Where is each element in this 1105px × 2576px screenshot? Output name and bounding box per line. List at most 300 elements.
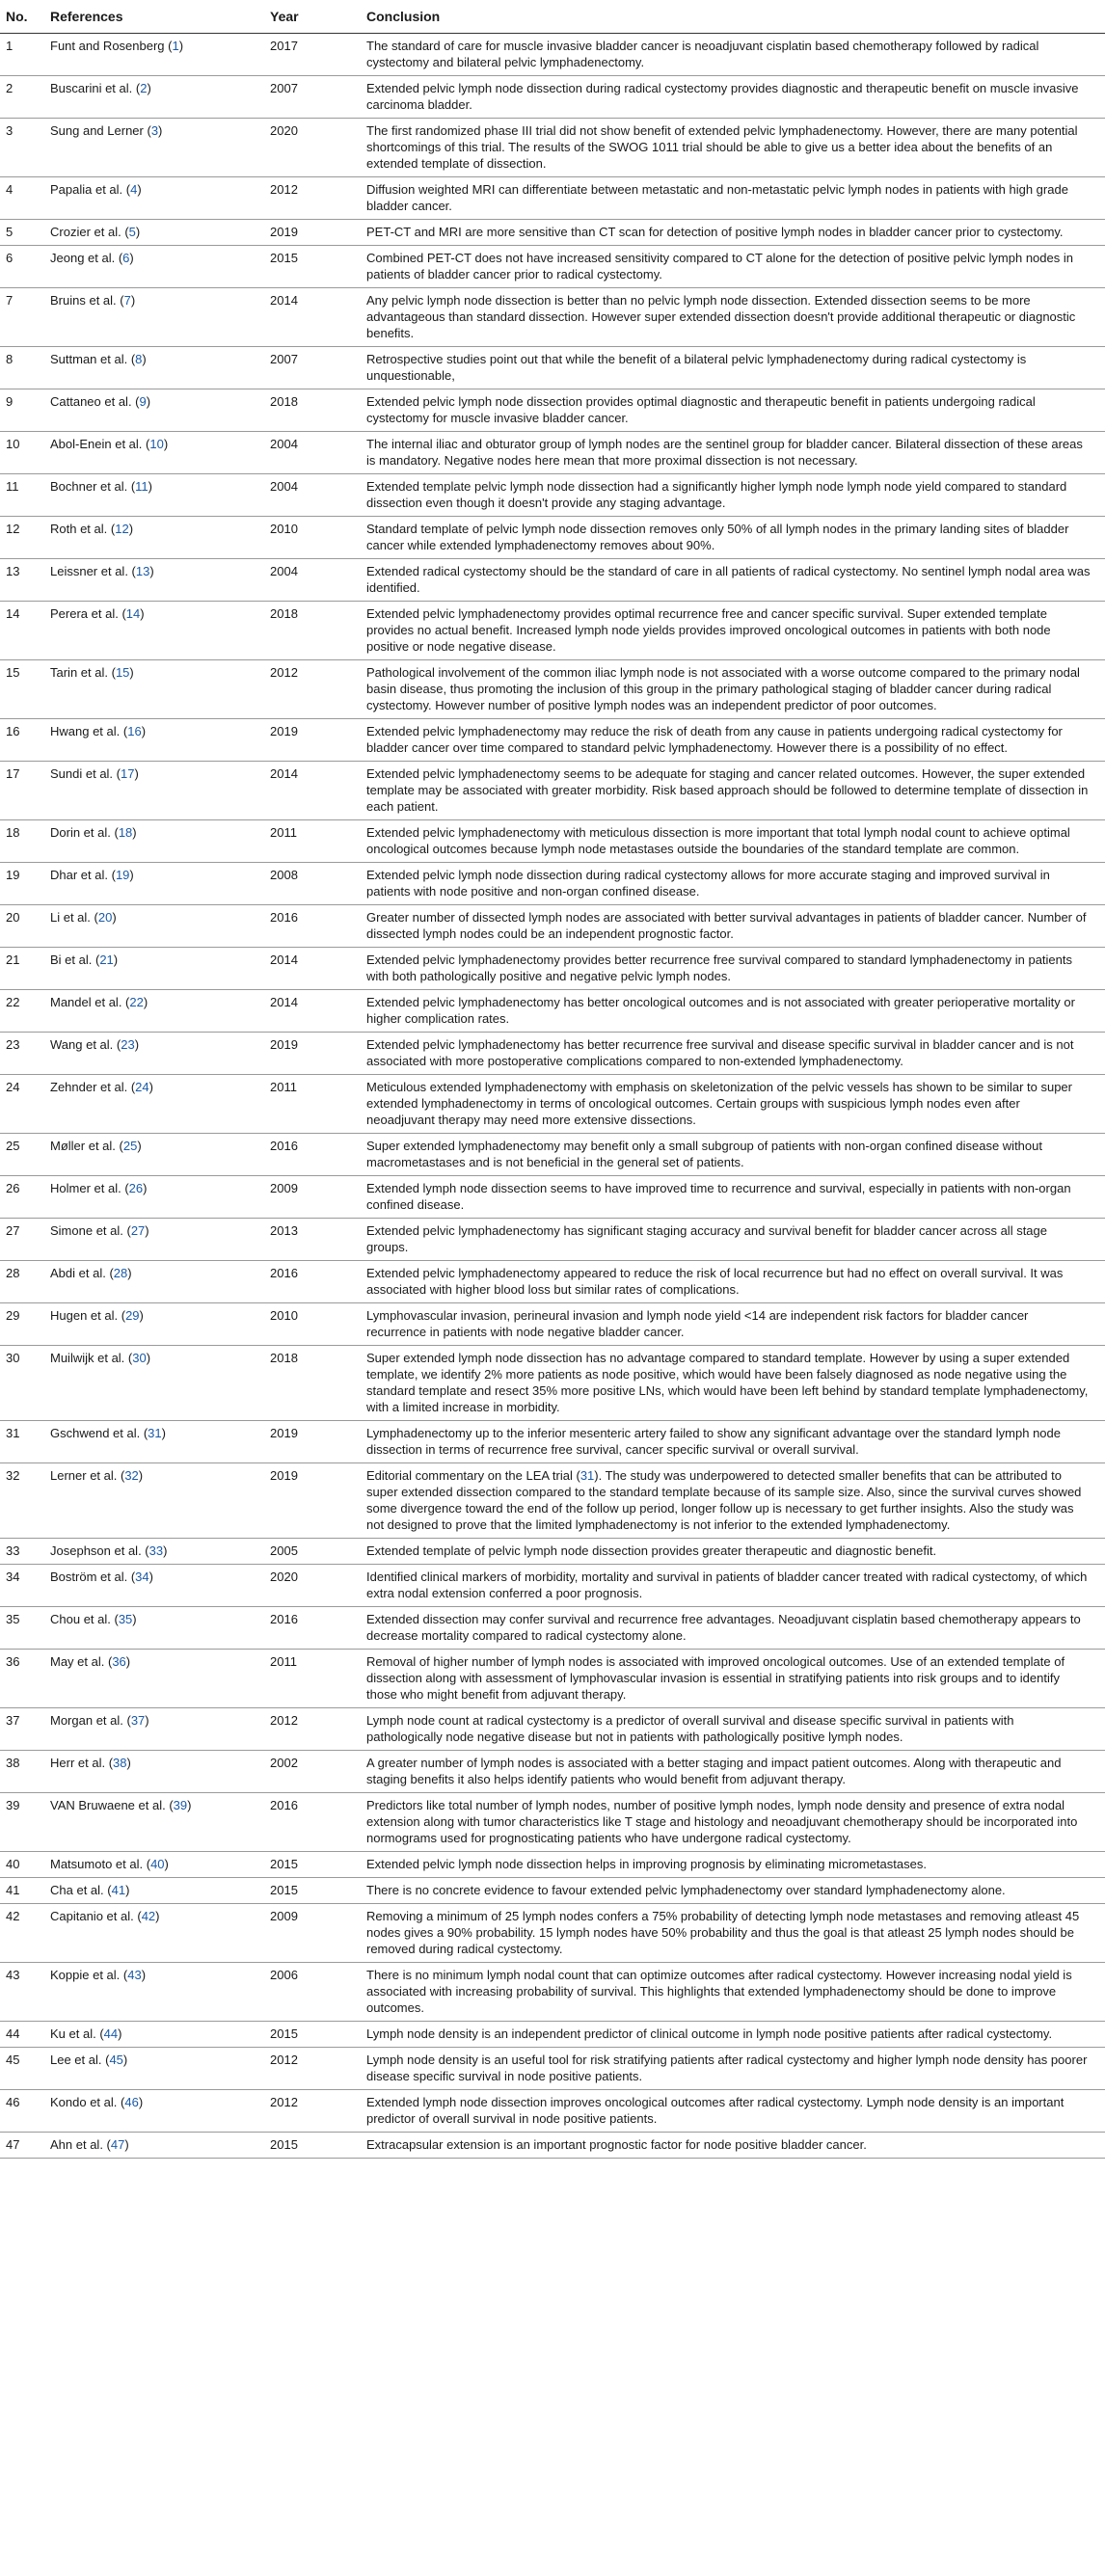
conclusion-cell: Extended pelvic lymph node dissection during radical cystectomy provides diagnostic and therapeutic benefit on muscle invasive carcinoma bladder.	[361, 76, 1105, 119]
table-row	[0, 119, 1105, 177]
citation-link[interactable]: 47	[110, 2137, 125, 2152]
conclusion-cell: Extended pelvic lymphadenectomy provides better recurrence free survival compared to standard lymphadenectomy in patients with both pathologically positive and negative pelvic lymph nodes.	[361, 948, 1105, 990]
year-cell: 2009	[264, 1904, 361, 1963]
reference-cell: Matsumoto et al. (40)	[44, 1852, 264, 1878]
table-row	[0, 1075, 1105, 1134]
table-row	[0, 2022, 1105, 2048]
year-cell: 2014	[264, 948, 361, 990]
reference-cell: Chou et al. (35)	[44, 1607, 264, 1650]
conclusion-cell: Extended template of pelvic lymph node dissection provides greater therapeutic and diagnostic benefit.	[361, 1539, 1105, 1565]
conclusion-cell: Retrospective studies point out that while the benefit of a bilateral pelvic lymphadenectomy during radical cystectomy is unquestionable,	[361, 347, 1105, 389]
conclusion-cell: Extended pelvic lymphadenectomy may reduce the risk of death from any cause in patients undergoing radical cystectomy for bladder cancer over time compared to standard pelvic lymphadenectomy. However there is a possibility of no effect.	[361, 719, 1105, 762]
citation-link[interactable]: 29	[125, 1308, 140, 1323]
reference-cell: Lerner et al. (32)	[44, 1463, 264, 1539]
reference-cell: Boström et al. (34)	[44, 1565, 264, 1607]
citation-link[interactable]: 37	[130, 1713, 146, 1728]
conclusion-cell: Identified clinical markers of morbidity, mortality and survival in patients of bladder cancer treated with radical cystectomy, of which extra nodal extension conferred a poor prognosis.	[361, 1565, 1105, 1607]
year-cell: 2013	[264, 1219, 361, 1261]
reference-author: Morgan et al.	[50, 1713, 123, 1728]
conclusion-cell: The standard of care for muscle invasive bladder cancer is neoadjuvant cisplatin based chemotherapy followed by radical cystectomy and bilateral pelvic lymphadenectomy.	[361, 34, 1105, 76]
row-number: 30	[0, 1346, 44, 1421]
conclusion-cell: Any pelvic lymph node dissection is better than no pelvic lymph node dissection. Extended dissection seems to be more advantageous than standard dissection. However super extended dissection doesn't provide additional therapeutic or diagnostic benefits.	[361, 288, 1105, 347]
reference-cell: Hwang et al. (16)	[44, 719, 264, 762]
year-cell: 2012	[264, 1708, 361, 1751]
year-cell: 2006	[264, 1963, 361, 2022]
year-cell: 2008	[264, 863, 361, 905]
reference-author: Kondo et al.	[50, 2095, 118, 2109]
year-cell: 2016	[264, 1261, 361, 1303]
table-row	[0, 76, 1105, 119]
reference-cell: Møller et al. (25)	[44, 1134, 264, 1176]
year-cell: 2015	[264, 246, 361, 288]
row-number: 20	[0, 905, 44, 948]
row-number: 23	[0, 1033, 44, 1075]
reference-cell: Bi et al. (21)	[44, 948, 264, 990]
reference-author: Leissner et al.	[50, 564, 128, 578]
year-cell: 2019	[264, 220, 361, 246]
reference-author: Ku et al.	[50, 2026, 96, 2041]
year-cell: 2010	[264, 1303, 361, 1346]
table-row	[0, 1176, 1105, 1219]
table-row	[0, 246, 1105, 288]
conclusion-cell: Diffusion weighted MRI can differentiate between metastatic and non-metastatic pelvic lymph nodes in patients with high grade bladder cancer.	[361, 177, 1105, 220]
reference-author: Hwang et al.	[50, 724, 121, 738]
conclusion-text-pre: Editorial commentary on the LEA trial (	[366, 1468, 580, 1483]
row-number: 12	[0, 517, 44, 559]
year-cell: 2012	[264, 660, 361, 719]
citation-link[interactable]: 38	[113, 1756, 127, 1770]
row-number: 4	[0, 177, 44, 220]
year-cell: 2016	[264, 1793, 361, 1852]
row-number: 35	[0, 1607, 44, 1650]
conclusion-cell: Removing a minimum of 25 lymph nodes confers a 75% probability of detecting lymph node metastases and removing atleast 45 nodes gives a 90% probability. 15 lymph nodes have 50% probability and thus the goal is that atleast 25 lymph nodes should be removed during radical cystectomy.	[361, 1904, 1105, 1963]
row-number: 22	[0, 990, 44, 1033]
table-row	[0, 1539, 1105, 1565]
citation-link[interactable]: 12	[115, 522, 129, 536]
reference-cell: Crozier et al. (5)	[44, 220, 264, 246]
reference-author: Hugen et al.	[50, 1308, 119, 1323]
citation-link[interactable]: 36	[112, 1654, 126, 1669]
citation-link[interactable]: 26	[128, 1181, 144, 1195]
table-row	[0, 1565, 1105, 1607]
citation-link[interactable]: 30	[132, 1351, 147, 1365]
conclusion-cell: Extended dissection may confer survival and recurrence free advantages. Neoadjuvant cisplatin based chemotherapy appears to decrease mortality compared to radical cystectomy alone.	[361, 1607, 1105, 1650]
row-number: 3	[0, 119, 44, 177]
conclusion-cell: Pathological involvement of the common iliac lymph node is not associated with a worse outcome compared to the primary nodal basin disease, thus promoting the inclusion of this group in the primary pathological staging of bladder cancer during radical cystectomy. However number of positive lymph nodes was an independent predictor of poor outcomes.	[361, 660, 1105, 719]
table-row	[0, 474, 1105, 517]
table-header-row	[0, 0, 1105, 34]
citation-link[interactable]: 8	[135, 352, 143, 366]
citation-link[interactable]: 22	[129, 995, 144, 1009]
conclusion-cell: Meticulous extended lymphadenectomy with emphasis on skeletonization of the pelvic vessels has shown to be similar to super extended lymphadenectomy in terms of oncological outcomes. Certain groups with suspicious lymph nodes even after neoadjuvant therapy may need more extensive dissections.	[361, 1075, 1105, 1134]
citation-link[interactable]: 4	[130, 182, 138, 197]
row-number: 11	[0, 474, 44, 517]
reference-cell: Leissner et al. (13)	[44, 559, 264, 602]
citation-link[interactable]: 18	[118, 825, 133, 840]
reference-author: Roth et al.	[50, 522, 108, 536]
citation-link[interactable]: 45	[109, 2053, 123, 2067]
citation-link[interactable]: 46	[124, 2095, 139, 2109]
table-row	[0, 432, 1105, 474]
reference-cell: Cha et al. (41)	[44, 1878, 264, 1904]
table-row	[0, 1650, 1105, 1708]
row-number: 47	[0, 2133, 44, 2159]
row-number: 34	[0, 1565, 44, 1607]
year-cell: 2005	[264, 1539, 361, 1565]
citation-link[interactable]: 13	[135, 564, 150, 578]
year-cell: 2018	[264, 1346, 361, 1421]
table-row	[0, 905, 1105, 948]
table-row	[0, 990, 1105, 1033]
reference-author: Bi et al.	[50, 953, 93, 967]
citation-link[interactable]: 2	[140, 81, 148, 95]
conclusion-cell: Lymphovascular invasion, perineural invasion and lymph node yield <14 are independent risk factors for bladder cancer recurrence in patients with node negative bladder cancer.	[361, 1303, 1105, 1346]
row-number: 26	[0, 1176, 44, 1219]
table-row	[0, 1346, 1105, 1421]
year-cell: 2007	[264, 76, 361, 119]
reference-cell: Li et al. (20)	[44, 905, 264, 948]
year-cell: 2012	[264, 177, 361, 220]
conclusion-cell: Super extended lymph node dissection has no advantage compared to standard template. However by using a super extended template, we identify 2% more patients as node positive, which would have been falsely diagnosed as node negative using the standard template and resect 35% more positive LNs, which would have been left behind by standard template lymphadenectomy, with a limited increase in morbidity.	[361, 1346, 1105, 1421]
table-row	[0, 1134, 1105, 1176]
reference-author: Simone et al.	[50, 1223, 123, 1238]
table-row	[0, 660, 1105, 719]
reference-cell: Muilwijk et al. (30)	[44, 1346, 264, 1421]
header-year: Year	[264, 0, 361, 34]
year-cell: 2002	[264, 1751, 361, 1793]
header-conclusion: Conclusion	[361, 0, 1105, 34]
year-cell: 2007	[264, 347, 361, 389]
reference-author: Bruins et al.	[50, 293, 117, 308]
citation-link[interactable]: 33	[148, 1543, 164, 1558]
citation-link[interactable]: 6	[122, 251, 130, 265]
conclusion-cell: Lymph node density is an independent predictor of clinical outcome in lymph node positive patients after radical cystectomy.	[361, 2022, 1105, 2048]
year-cell: 2019	[264, 719, 361, 762]
citation-link[interactable]: 14	[125, 606, 141, 621]
conclusion-cell: Lymphadenectomy up to the inferior mesenteric artery failed to show any significant advantage over the standard lymph node dissection in terms of recurrence free survival, cancer specific survival or overall survival.	[361, 1421, 1105, 1463]
year-cell: 2019	[264, 1033, 361, 1075]
reference-cell: May et al. (36)	[44, 1650, 264, 1708]
year-cell: 2020	[264, 1565, 361, 1607]
conclusion-cell: Extracapsular extension is an important prognostic factor for node positive bladder cancer.	[361, 2133, 1105, 2159]
conclusion-cell: Extended pelvic lymphadenectomy with meticulous dissection is more important that total lymph nodal count to achieve optimal oncological outcomes because lymph node metastases outside the boundaries of the standard template are common.	[361, 820, 1105, 863]
table-row	[0, 1793, 1105, 1852]
reference-author: Buscarini et al.	[50, 81, 133, 95]
conclusion-cell: Extended lymph node dissection improves oncological outcomes after radical cystectomy. Lymph node density is an important predictor of overall survival in node positive patients.	[361, 2090, 1105, 2133]
year-cell: 2011	[264, 1075, 361, 1134]
year-cell: 2012	[264, 2048, 361, 2090]
year-cell: 2014	[264, 288, 361, 347]
reference-cell: Lee et al. (45)	[44, 2048, 264, 2090]
year-cell: 2011	[264, 1650, 361, 1708]
year-cell: 2016	[264, 1607, 361, 1650]
table-row	[0, 2048, 1105, 2090]
citation-link[interactable]: 27	[130, 1223, 146, 1238]
reference-author: Muilwijk et al.	[50, 1351, 125, 1365]
conclusion-cell: Extended pelvic lymphadenectomy provides optimal recurrence free and cancer specific survival. Super extended template provides no actual benefit. Increased lymph node yields provides improved oncological outcomes in patients with both node positive or node negative disease.	[361, 602, 1105, 660]
citation-link[interactable]: 3	[150, 123, 159, 138]
reference-author: Dhar et al.	[50, 868, 108, 882]
conclusion-cell: Extended pelvic lymphadenectomy seems to be adequate for staging and cancer related outcomes. However, the super extended template may be associated with greater morbidity. Risk based approach should be followed to determine template of dissection in each patient.	[361, 762, 1105, 820]
table-row	[0, 1751, 1105, 1793]
row-number: 31	[0, 1421, 44, 1463]
citation-link[interactable]: 10	[149, 437, 164, 451]
conclusion-cell: Lymph node count at radical cystectomy is a predictor of overall survival and disease specific survival in patients with pathologically node negative disease but not in patients with pathologically positive lymph nodes.	[361, 1708, 1105, 1751]
reference-cell: Abol-Enein et al. (10)	[44, 432, 264, 474]
citation-link[interactable]: 40	[150, 1857, 165, 1871]
citation-link[interactable]: 39	[173, 1798, 188, 1812]
reference-cell: Suttman et al. (8)	[44, 347, 264, 389]
row-number: 43	[0, 1963, 44, 2022]
citation-link[interactable]: 28	[113, 1266, 128, 1280]
conclusion-cell: There is no concrete evidence to favour extended pelvic lymphadenectomy over standard lymphadenectomy alone.	[361, 1878, 1105, 1904]
reference-cell: Mandel et al. (22)	[44, 990, 264, 1033]
reference-cell: Morgan et al. (37)	[44, 1708, 264, 1751]
citation-link[interactable]: 20	[97, 910, 113, 925]
citation-link[interactable]: 21	[99, 953, 114, 967]
reference-author: Josephson et al.	[50, 1543, 142, 1558]
citation-link[interactable]: 24	[135, 1080, 149, 1094]
year-cell: 2016	[264, 1134, 361, 1176]
table-row	[0, 1261, 1105, 1303]
reference-author: Holmer et al.	[50, 1181, 121, 1195]
conclusion-cell: Extended lymph node dissection seems to have improved time to recurrence and survival, especially in patients with non-organ confined disease.	[361, 1176, 1105, 1219]
reference-cell: Zehnder et al. (24)	[44, 1075, 264, 1134]
citation-link[interactable]: 9	[139, 394, 147, 409]
conclusion-cell: Extended radical cystectomy should be the standard of care in all patients of radical cystectomy. No sentinel lymph nodal area was identified.	[361, 559, 1105, 602]
conclusion-text: ). The study was underpowered to detected smaller benefits that can be attributed to super extended dissection compared to the standard template because of its sample size. Also, since the survival curves showed some divergence toward the end of the follow up period, longer follow up is necessary to get further insights. Also the study was not designed to prove that the limited lymphadenectomy is not inferior to the extended lymphadenectomy.	[366, 1468, 1082, 1532]
reference-cell: Sung and Lerner (3)	[44, 119, 264, 177]
table-row	[0, 948, 1105, 990]
reference-author: VAN Bruwaene et al.	[50, 1798, 166, 1812]
reference-author: Dorin et al.	[50, 825, 111, 840]
citation-link[interactable]: 23	[121, 1037, 135, 1052]
row-number: 29	[0, 1303, 44, 1346]
citation-link[interactable]: 41	[111, 1883, 126, 1897]
conclusion-cell: There is no minimum lymph nodal count that can optimize outcomes after radical cystectomy. However increasing nodal yield is associated with increasing probability of survival. This highlights that extended lymphadenectomy should be done to improve outcomes.	[361, 1963, 1105, 2022]
conclusion-cell: Extended template pelvic lymph node dissection had a significantly higher lymph node lymph node yield compared to standard dissection even though it doesn't provide any staging advantage.	[361, 474, 1105, 517]
reference-author: Tarin et al.	[50, 665, 108, 680]
reference-author: Lee et al.	[50, 2053, 102, 2067]
table-row	[0, 1963, 1105, 2022]
year-cell: 2018	[264, 389, 361, 432]
reference-author: Wang et al.	[50, 1037, 114, 1052]
reference-cell: Papalia et al. (4)	[44, 177, 264, 220]
reference-author: Abol-Enein et al.	[50, 437, 143, 451]
table-row	[0, 1904, 1105, 1963]
citation-link[interactable]: 31	[148, 1426, 162, 1440]
row-number: 15	[0, 660, 44, 719]
reference-cell: Kondo et al. (46)	[44, 2090, 264, 2133]
reference-author: Papalia et al.	[50, 182, 123, 197]
row-number: 40	[0, 1852, 44, 1878]
citation-link[interactable]: 43	[127, 1968, 142, 1982]
row-number: 45	[0, 2048, 44, 2090]
citation-link[interactable]: 25	[122, 1139, 138, 1153]
year-cell: 2017	[264, 34, 361, 76]
citation-link[interactable]: 17	[121, 766, 135, 781]
row-number: 2	[0, 76, 44, 119]
row-number: 44	[0, 2022, 44, 2048]
citation-link[interactable]: 19	[115, 868, 130, 882]
row-number: 33	[0, 1539, 44, 1565]
row-number: 13	[0, 559, 44, 602]
reference-cell: Jeong et al. (6)	[44, 246, 264, 288]
conclusion-cell: PET-CT and MRI are more sensitive than CT scan for detection of positive lymph nodes in bladder cancer prior to cystectomy.	[361, 220, 1105, 246]
reference-author: Sundi et al.	[50, 766, 114, 781]
citation-link[interactable]: 15	[115, 665, 130, 680]
row-number: 38	[0, 1751, 44, 1793]
reference-cell: Bruins et al. (7)	[44, 288, 264, 347]
table-row	[0, 2090, 1105, 2133]
year-cell: 2009	[264, 1176, 361, 1219]
conclusion-cell: Extended pelvic lymph node dissection helps in improving prognosis by eliminating micrometastases.	[361, 1852, 1105, 1878]
reference-cell: Herr et al. (38)	[44, 1751, 264, 1793]
citation-link[interactable]: 44	[103, 2026, 119, 2041]
citation-link[interactable]: 42	[141, 1909, 156, 1923]
conclusion-cell: Lymph node density is an useful tool for risk stratifying patients after radical cystectomy and higher lymph node density has poorer disease specific survival in node positive patients.	[361, 2048, 1105, 2090]
conclusion-cell: Combined PET-CT does not have increased sensitivity compared to CT alone for the detection of positive pelvic lymph nodes in patients of bladder cancer prior to radical cystectomy.	[361, 246, 1105, 288]
year-cell: 2015	[264, 1852, 361, 1878]
citation-link[interactable]: 35	[118, 1612, 133, 1626]
year-cell: 2004	[264, 474, 361, 517]
row-number: 27	[0, 1219, 44, 1261]
reference-author: Koppie et al.	[50, 1968, 121, 1982]
table-row	[0, 1878, 1105, 1904]
reference-cell: Abdi et al. (28)	[44, 1261, 264, 1303]
row-number: 41	[0, 1878, 44, 1904]
citation-link[interactable]: 31	[579, 1468, 595, 1483]
header-references: References	[44, 0, 264, 34]
row-number: 39	[0, 1793, 44, 1852]
year-cell: 2018	[264, 602, 361, 660]
reference-author: Capitanio et al.	[50, 1909, 134, 1923]
reference-cell: Ahn et al. (47)	[44, 2133, 264, 2159]
citation-link[interactable]: 16	[127, 724, 142, 738]
citation-link[interactable]: 1	[172, 39, 179, 53]
table-row	[0, 863, 1105, 905]
reference-cell: Buscarini et al. (2)	[44, 76, 264, 119]
reference-cell: Funt and Rosenberg (1)	[44, 34, 264, 76]
reference-cell: Bochner et al. (11)	[44, 474, 264, 517]
reference-cell: Josephson et al. (33)	[44, 1539, 264, 1565]
reference-author: Gschwend et al.	[50, 1426, 141, 1440]
reference-author: Crozier et al.	[50, 225, 121, 239]
citation-link[interactable]: 34	[135, 1570, 149, 1584]
row-number: 32	[0, 1463, 44, 1539]
table-row	[0, 1219, 1105, 1261]
table-row	[0, 762, 1105, 820]
conclusion-cell	[361, 1463, 1105, 1539]
reference-cell: Roth et al. (12)	[44, 517, 264, 559]
row-number: 19	[0, 863, 44, 905]
reference-cell: Sundi et al. (17)	[44, 762, 264, 820]
year-cell: 2011	[264, 820, 361, 863]
reference-author: Cha et al.	[50, 1883, 104, 1897]
reference-cell: Ku et al. (44)	[44, 2022, 264, 2048]
conclusion-cell: Extended pelvic lymphadenectomy appeared to reduce the risk of local recurrence but had no effect on overall survival. It was associated with higher blood loss but similar rates of complications.	[361, 1261, 1105, 1303]
year-cell: 2004	[264, 559, 361, 602]
reference-author: Matsumoto et al.	[50, 1857, 144, 1871]
reference-author: Sung and Lerner	[50, 123, 144, 138]
table-row	[0, 559, 1105, 602]
citation-link[interactable]: 5	[128, 225, 136, 239]
row-number: 5	[0, 220, 44, 246]
row-number: 36	[0, 1650, 44, 1708]
table-row	[0, 220, 1105, 246]
conclusion-cell: Super extended lymphadenectomy may benefit only a small subgroup of patients with non-organ confined disease without macrometastases and is not beneficial in the general set of patients.	[361, 1134, 1105, 1176]
row-number: 7	[0, 288, 44, 347]
row-number: 18	[0, 820, 44, 863]
reference-author: May et al.	[50, 1654, 105, 1669]
reference-cell: Wang et al. (23)	[44, 1033, 264, 1075]
row-number: 46	[0, 2090, 44, 2133]
reference-cell: Cattaneo et al. (9)	[44, 389, 264, 432]
header-no: No.	[0, 0, 44, 34]
reference-author: Abdi et al.	[50, 1266, 106, 1280]
reference-cell: Koppie et al. (43)	[44, 1963, 264, 2022]
reference-author: Møller et al.	[50, 1139, 116, 1153]
row-number: 8	[0, 347, 44, 389]
year-cell: 2015	[264, 2133, 361, 2159]
year-cell: 2004	[264, 432, 361, 474]
year-cell: 2019	[264, 1463, 361, 1539]
row-number: 25	[0, 1134, 44, 1176]
reference-cell: Hugen et al. (29)	[44, 1303, 264, 1346]
conclusion-cell: Extended pelvic lymphadenectomy has better oncological outcomes and is not associated with greater perioperative mortality or higher complication rates.	[361, 990, 1105, 1033]
reference-author: Cattaneo et al.	[50, 394, 132, 409]
citation-link[interactable]: 32	[124, 1468, 139, 1483]
conclusion-cell: Greater number of dissected lymph nodes are associated with better survival advantages in patients of bladder cancer. Number of dissected lymph nodes could be an independent prognostic factor.	[361, 905, 1105, 948]
reference-author: Mandel et al.	[50, 995, 122, 1009]
row-number: 24	[0, 1075, 44, 1134]
reference-author: Li et al.	[50, 910, 91, 925]
conclusion-cell: The first randomized phase III trial did not show benefit of extended pelvic lymphadenectomy. However, there are many potential shortcomings of this trial. The results of the SWOG 1011 trial should be able to give us a better idea about the benefits of an extended template of dissection.	[361, 119, 1105, 177]
year-cell: 2020	[264, 119, 361, 177]
row-number: 16	[0, 719, 44, 762]
conclusion-cell: A greater number of lymph nodes is associated with a better staging and impact patient outcomes. Along with therapeutic and staging benefits it also helps identify patients who would benefit from adjuvant therapy.	[361, 1751, 1105, 1793]
reference-cell: Dhar et al. (19)	[44, 863, 264, 905]
row-number: 37	[0, 1708, 44, 1751]
table-row	[0, 719, 1105, 762]
reference-author: Zehnder et al.	[50, 1080, 128, 1094]
row-number: 1	[0, 34, 44, 76]
row-number: 10	[0, 432, 44, 474]
row-number: 9	[0, 389, 44, 432]
reference-author: Bochner et al.	[50, 479, 128, 494]
conclusion-cell: Removal of higher number of lymph nodes is associated with improved oncological outcomes. Use of an extended template of dissection along with assessment of lymphovascular invasion is essential in stratifying patients into risk groups and to identify those who might benefit from adjuvant therapy.	[361, 1650, 1105, 1708]
table-row	[0, 347, 1105, 389]
conclusion-cell: The internal iliac and obturator group of lymph nodes are the sentinel group for bladder cancer. Bilateral dissection of these areas is mandatory. Negative nodes here mean that more proximal dissection is not necessary.	[361, 432, 1105, 474]
table-row	[0, 288, 1105, 347]
reference-cell: Tarin et al. (15)	[44, 660, 264, 719]
reference-author: Herr et al.	[50, 1756, 106, 1770]
citation-link[interactable]: 11	[135, 479, 148, 494]
row-number: 28	[0, 1261, 44, 1303]
reference-author: Perera et al.	[50, 606, 119, 621]
conclusion-cell: Standard template of pelvic lymph node dissection removes only 50% of all lymph nodes in the primary landing sites of bladder cancer while extended lymphadenectomy removes about 90%.	[361, 517, 1105, 559]
row-number: 42	[0, 1904, 44, 1963]
reference-cell: Capitanio et al. (42)	[44, 1904, 264, 1963]
reference-author: Chou et al.	[50, 1612, 111, 1626]
citation-link[interactable]: 7	[123, 293, 131, 308]
conclusion-cell: Extended pelvic lymphadenectomy has better recurrence free survival and disease specific survival in bladder cancer and is not associated with more postoperative complications compared to non-extended lymphadenectomy.	[361, 1033, 1105, 1075]
reference-cell: VAN Bruwaene et al. (39)	[44, 1793, 264, 1852]
year-cell: 2010	[264, 517, 361, 559]
reference-cell: Holmer et al. (26)	[44, 1176, 264, 1219]
table-row	[0, 1708, 1105, 1751]
table-row	[0, 389, 1105, 432]
